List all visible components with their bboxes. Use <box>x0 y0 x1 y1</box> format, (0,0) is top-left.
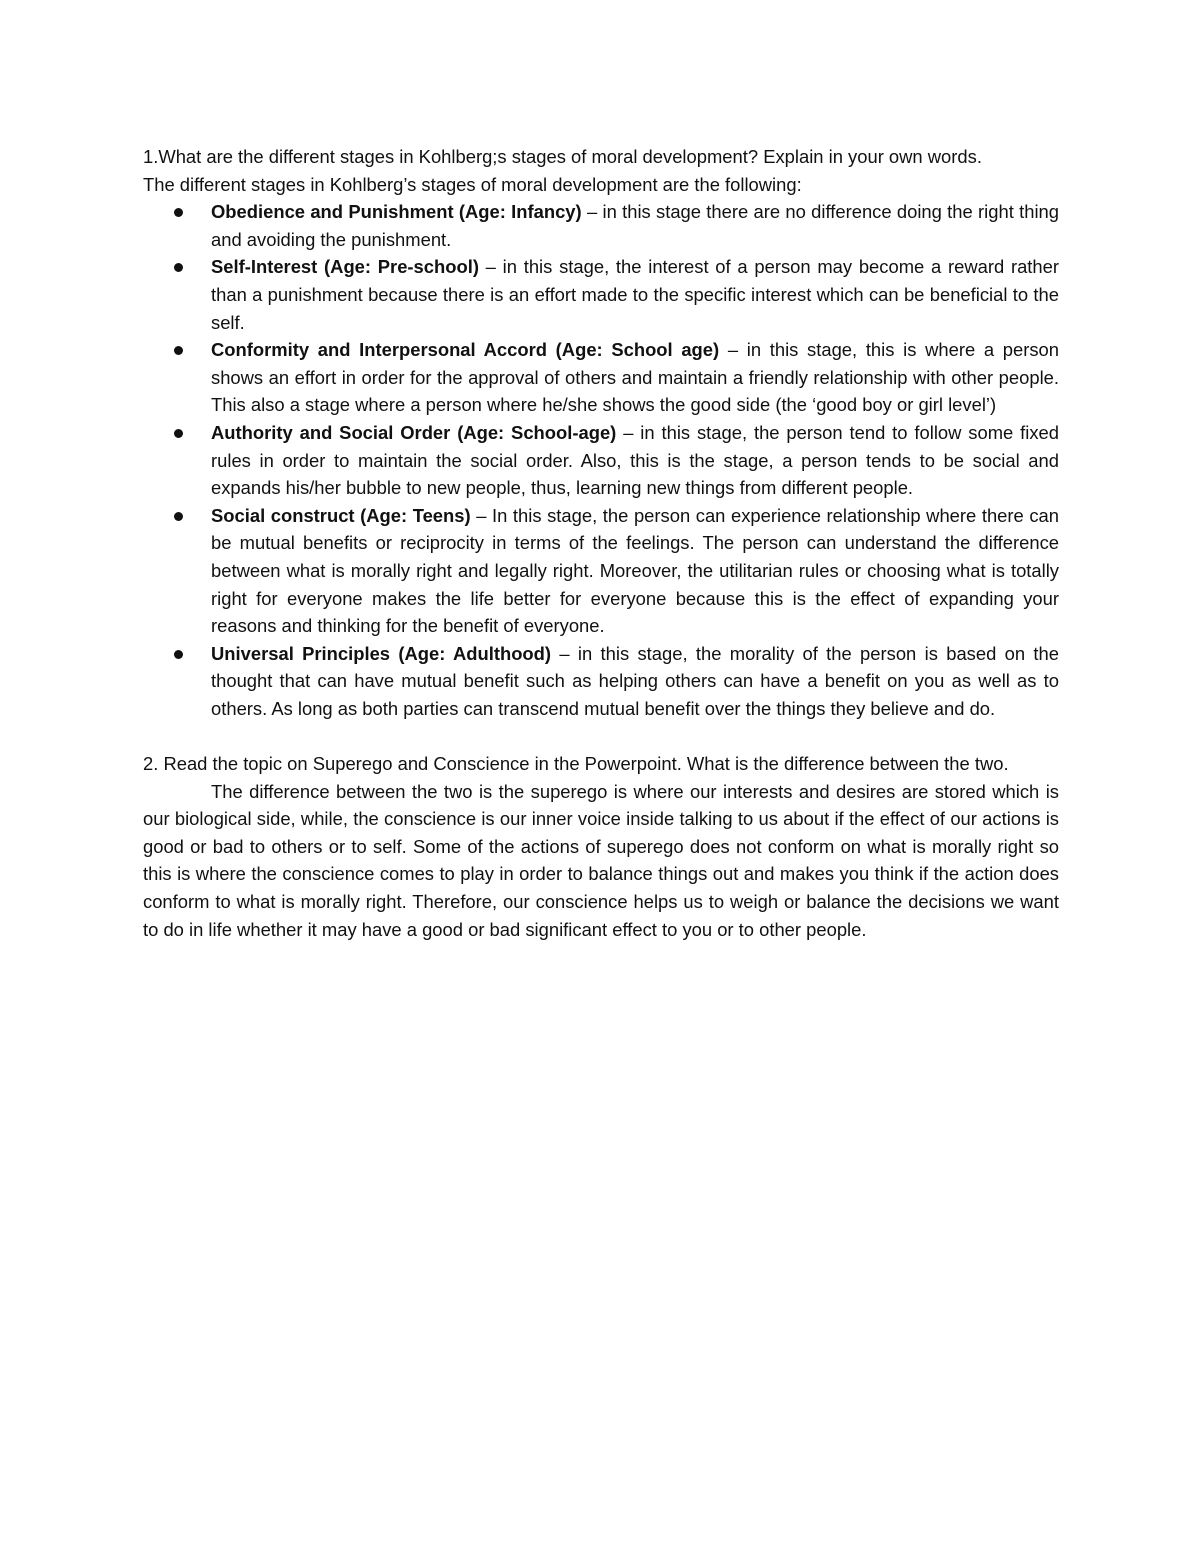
stage-title: Universal Principles (Age: Adulthood) <box>211 642 552 664</box>
stage-description: – in this stage, this is where a person shows an effort in order for the approval of others and maintain a friendly relationship with other people. This also a stage where a person where he/she shows the good side (the ‘good boy or girl level’) <box>211 339 1059 416</box>
bullet-icon <box>174 346 183 355</box>
bullet-icon <box>174 208 183 217</box>
question-1-intro: The different stages in Kohlberg’s stages of moral development are the following: <box>143 173 802 195</box>
paragraph-gap <box>143 722 1059 750</box>
stage-description: – in this stage, the interest of a person may become a reward rather than a punishment because there is an effort made to the specific interest which can be beneficial to the self. <box>211 256 1059 333</box>
bullet-icon <box>174 650 183 659</box>
question-1: 1.What are the different stages in Kohlberg;s stages of moral development? Explain in your own words. <box>143 146 982 167</box>
stage-title: Authority and Social Order (Age: School-age) <box>211 421 617 443</box>
stage-item <box>211 640 1059 723</box>
bullet-icon <box>174 512 183 521</box>
stage-item <box>211 419 1059 502</box>
stage-description: – in this stage there are no difference doing the right thing and avoiding the punishment. <box>211 201 1060 250</box>
stage-list <box>143 198 1059 722</box>
question-2: 2. Read the topic on Superego and Conscience in the Powerpoint. What is the difference between the two. <box>143 753 1009 775</box>
bullet-icon <box>174 429 183 438</box>
stage-title: Obedience and Punishment (Age: Infancy) <box>211 201 582 223</box>
stage-item <box>211 502 1059 640</box>
stage-title: Conformity and Interpersonal Accord (Age: School age) <box>211 339 720 361</box>
bullet-icon <box>174 263 183 272</box>
stage-description: – in this stage, the person tend to follow some fixed rules in order to maintain the social order. Also, this is the stage, a person tends to be social and expands his/her bubble to new people, thus, learning new things from different people. <box>211 421 1059 499</box>
stage-title: Social construct (Age: Teens) <box>211 504 471 526</box>
stage-title: Self-Interest (Age: Pre-school) <box>211 256 479 278</box>
stage-description: – in this stage, the morality of the person is based on the thought that can have mutual benefit such as helping others can have a benefit on you as well as to others. As long as both parties can transcend mutual benefit over the things they believe and do. <box>211 642 1059 719</box>
stage-item <box>211 253 1059 336</box>
stage-item <box>211 336 1059 419</box>
document-page <box>143 143 1059 943</box>
stage-description: – In this stage, the person can experience relationship where there can be mutual benefits or reciprocity in terms of the feelings. The person can understand the difference between what is morally right and legally right. Moreover, the utilitarian rules or choosing what is totally right for everyone makes the life better for everyone because this is the effect of expanding your reasons and thinking for the benefit of everyone. <box>211 504 1059 637</box>
stage-item <box>211 198 1059 253</box>
question-2-answer: The difference between the two is the superego is where our interests and desires are stored which is our biological side, while, the conscience is our inner voice inside talking to us about if the effect of our actions is good or bad to others or to self. Some of the actions of superego does not conform on what is morally right so this is where the conscience comes to play in order to balance things out and makes you think if the action does conform to what is morally right. Therefore, our conscience helps us to weigh or balance the decisions we want to do in life whether it may have a good or bad significant effect to you or to other people. <box>143 780 1059 940</box>
